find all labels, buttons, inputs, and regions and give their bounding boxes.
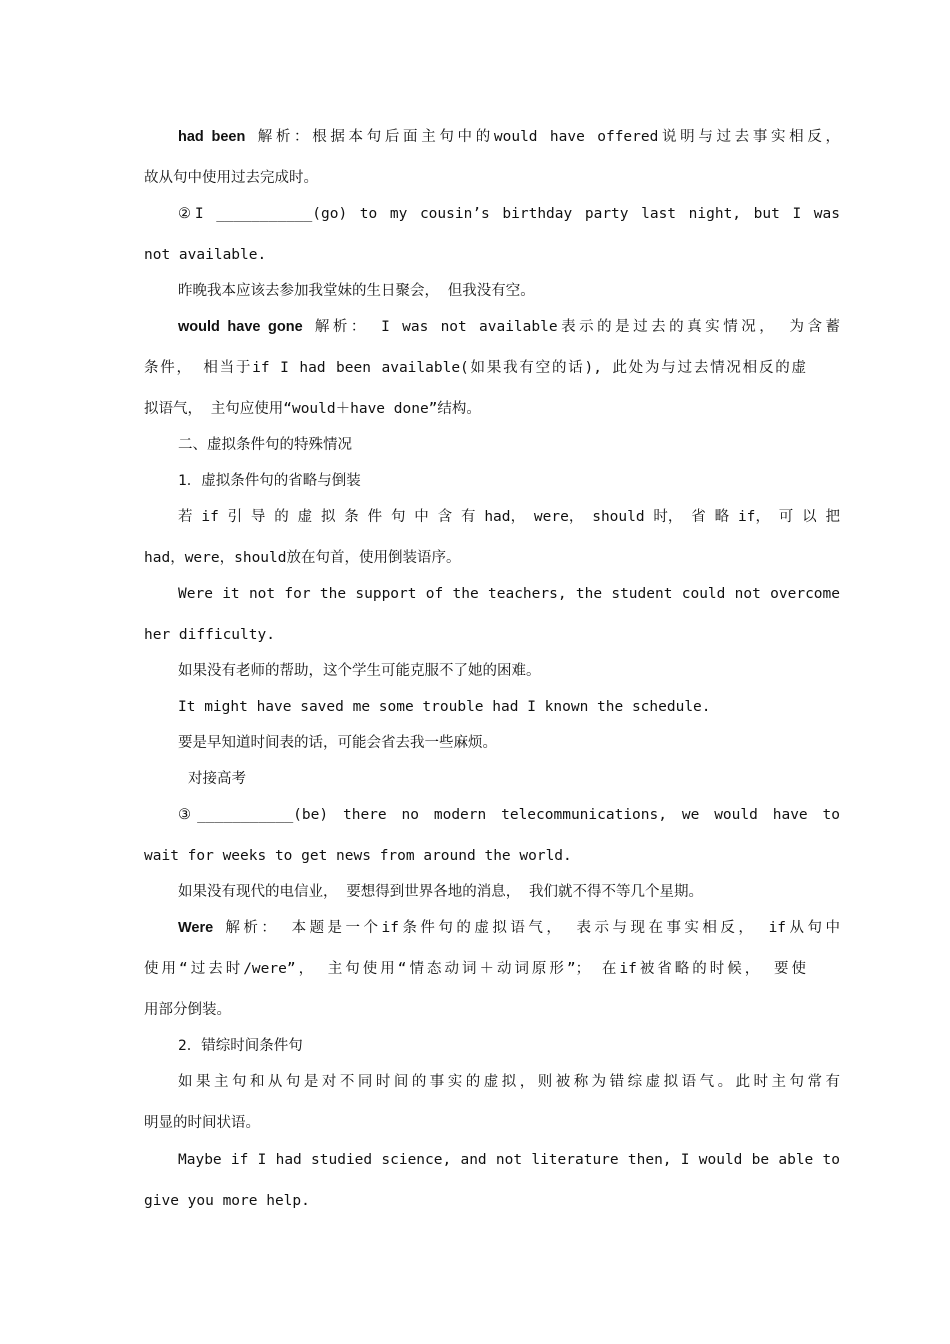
explanation-2-line-2: 条件， 相当于if I had been available(如果我有空的话), 此处为与过去情况相反的虚 <box>144 360 806 376</box>
question-3-line-1: ③___________(be) there no modern telecommunications, we would have to <box>178 807 840 823</box>
explanation-text: 解析： 本题是一个if条件句的虚拟语气， 表示与现在事实相反， if从句中 <box>213 920 840 936</box>
explanation-3-line-3: 用部分倒装。 <box>144 1002 231 1018</box>
example-1-line-2: her difficulty. <box>144 627 275 643</box>
question-3-line-2: wait for weeks to get news from around the world. <box>144 848 572 864</box>
explanation-text: 解析：根据本句后面主句中的would have offered说明与过去事实相反， <box>245 129 840 145</box>
example-3-line-2: give you more help. <box>144 1193 310 1209</box>
explanation-2-line-3: 拟语气， 主句应使用“would＋have done”结构。 <box>144 401 481 417</box>
explanation-text: 解析： I was not available表示的是过去的真实情况， 为含蓄 <box>302 319 840 335</box>
rule-2-line-1: 如果主句和从句是对不同时间的事实的虚拟，则被称为错综虚拟语气。此时主句常有 <box>178 1074 840 1090</box>
explanation-2-line-1 <box>178 317 840 337</box>
rule-2-line-2: 明显的时间状语。 <box>144 1115 260 1131</box>
explanation-1-line-2: 故从句中使用过去完成时。 <box>144 170 318 186</box>
question-3-translation: 如果没有现代的电信业， 要想得到世界各地的消息， 我们就不得不等几个星期。 <box>178 884 703 900</box>
gaokao-label: 对接高考 <box>188 771 246 787</box>
example-1-line-1: Were it not for the support of the teachers, the student could not overcome <box>178 586 840 602</box>
example-2-translation: 要是早知道时间表的话，可能会省去我一些麻烦。 <box>178 735 497 751</box>
question-2-line-1: ②I ___________(go) to my cousin’s birthday party last night, but I was <box>178 206 840 222</box>
question-2-line-2: not available. <box>144 247 267 263</box>
section-heading: 二、虚拟条件句的特殊情况 <box>178 437 352 453</box>
answer-had-been: had been <box>178 129 246 145</box>
example-2: It might have saved me some trouble had I known the schedule. <box>178 699 711 715</box>
subheading-2: 2．错综时间条件句 <box>178 1038 303 1054</box>
question-2-translation: 昨晚我本应该去参加我堂妹的生日聚会， 但我没有空。 <box>178 283 535 299</box>
example-1-translation: 如果没有老师的帮助，这个学生可能克服不了她的困难。 <box>178 663 541 679</box>
answer-would-have-gone: would have gone <box>178 319 303 335</box>
explanation-3-line-1 <box>178 918 840 938</box>
explanation-1-line-1 <box>178 127 840 147</box>
rule-1-line-1: 若 if 引 导 的 虚 拟 条 件 句 中 含 有 had， were， should 时， 省 略 if， 可 以 把 <box>178 509 840 525</box>
example-3-line-1: Maybe if I had studied science, and not literature then, I would be able to <box>178 1152 840 1168</box>
subheading-1: 1．虚拟条件句的省略与倒装 <box>178 473 361 489</box>
explanation-3-line-2: 使用“过去时/were”， 主句使用“情态动词＋动词原形”； 在if被省略的时候， 要使 <box>144 961 806 977</box>
rule-1-line-2: had，were，should放在句首，使用倒装语序。 <box>144 550 461 566</box>
answer-were: Were <box>178 920 214 936</box>
